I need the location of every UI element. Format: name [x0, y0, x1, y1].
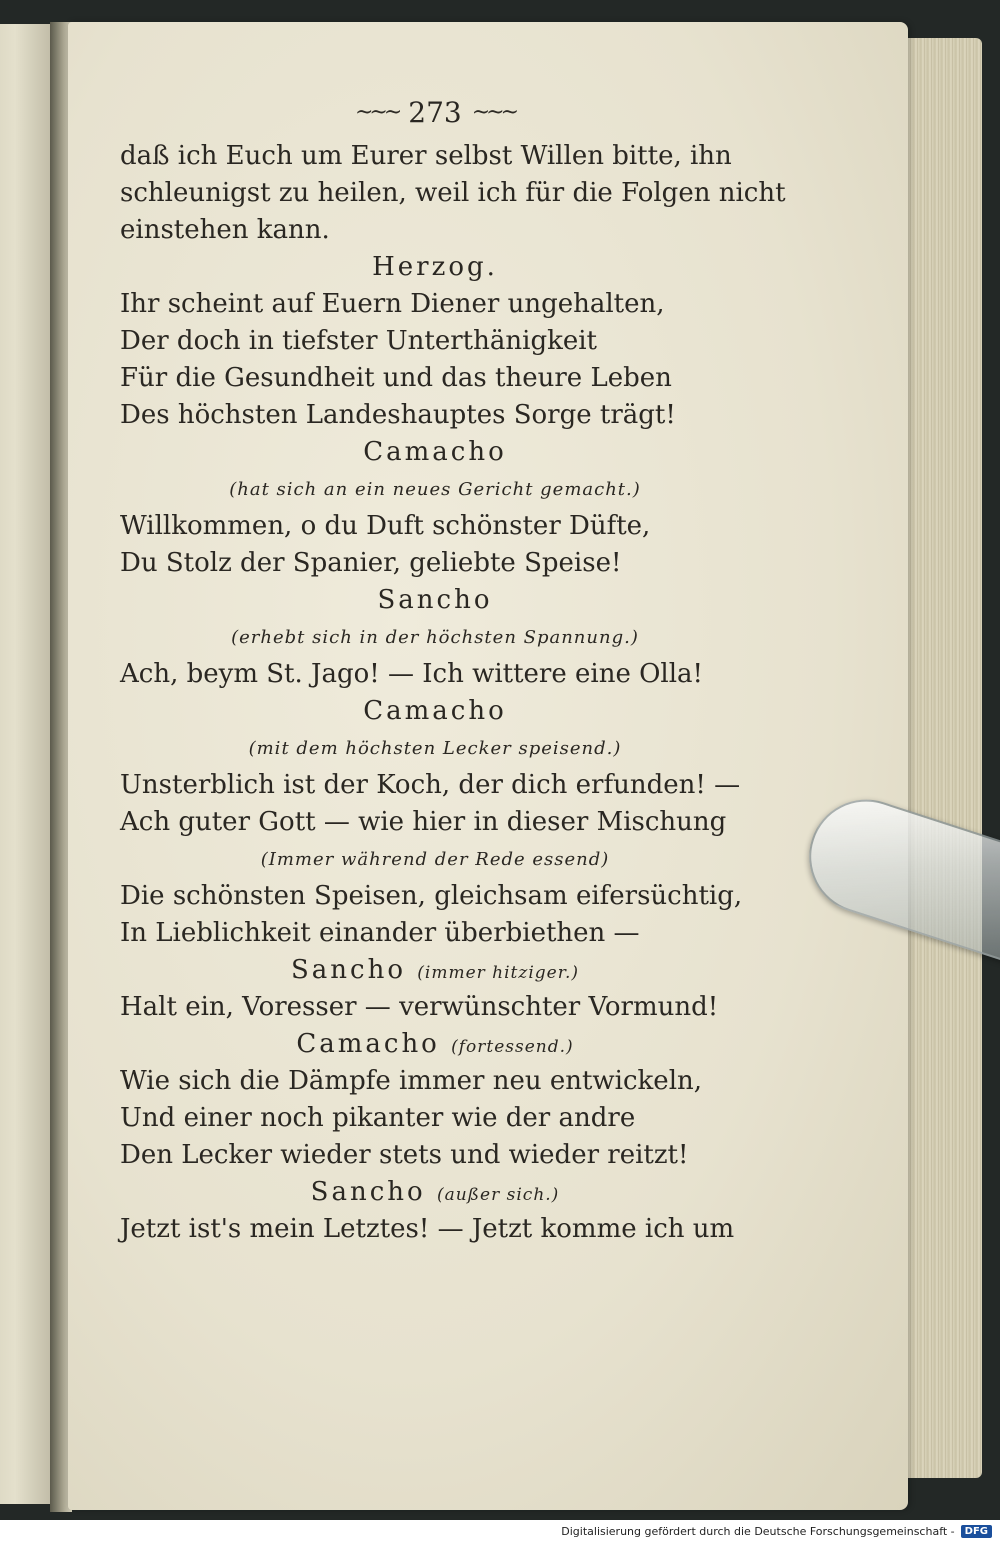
text-line: daß ich Euch um Eurer selbst Willen bitte, ihn — [120, 141, 732, 171]
text-line: Des höchsten Landeshauptes Sorge trägt! — [120, 400, 676, 430]
text-line: Die schönsten Speisen, gleichsam eifersüchtig, — [120, 881, 743, 911]
speaker-with-direction — [120, 1026, 750, 1063]
speaker-name: Sancho — [310, 1177, 426, 1207]
text-line: Willkommen, o du Duft schönster Düfte, — [120, 511, 651, 541]
stage-direction: (mit dem höchsten Lecker speisend.) — [248, 738, 622, 759]
text-line: Ach guter Gott — wie hier in dieser Mischung — [120, 807, 727, 837]
page-text — [120, 138, 786, 1248]
text-line: schleunigst zu heilen, weil ich für die Folgen nicht — [120, 178, 786, 208]
text-line: Für die Gesundheit und das theure Leben — [120, 363, 672, 393]
speaker-name: Herzog. — [372, 252, 498, 282]
text-line: Und einer noch pikanter wie der andre — [120, 1103, 636, 1133]
text-line: Der doch in tiefster Unterthänigkeit — [120, 326, 597, 356]
page-number: 273 — [408, 95, 462, 129]
speaker-name: Sancho — [290, 955, 406, 985]
stage-direction: (fortessend.) — [451, 1037, 574, 1057]
speaker-name: Camacho — [363, 437, 507, 467]
ornament-right: ~~~ — [471, 99, 516, 125]
page-header — [345, 92, 525, 132]
stage-direction: (außer sich.) — [436, 1185, 560, 1205]
stage-direction: (immer hitziger.) — [417, 963, 580, 983]
ornament-left: ~~~ — [354, 99, 399, 125]
stage-direction: (erhebt sich in der höchsten Spannung.) — [231, 627, 639, 648]
text-line: In Lieblichkeit einander überbiethen — — [120, 918, 640, 948]
text-line: Den Lecker wieder stets und wieder reitzt! — [120, 1140, 689, 1170]
speaker-with-direction — [120, 952, 750, 989]
dfg-logo: DFG — [961, 1525, 992, 1538]
stage-direction: (Immer während der Rede essend) — [260, 849, 610, 870]
stage-direction: (hat sich an ein neues Gericht gemacht.) — [229, 479, 641, 500]
text-line: Jetzt ist's mein Letztes! — Jetzt komme ich um — [120, 1214, 735, 1244]
text-line: Wie sich die Dämpfe immer neu entwickeln, — [120, 1066, 703, 1096]
speaker-name: Sancho — [377, 585, 493, 615]
text-line: Du Stolz der Spanier, geliebte Speise! — [120, 548, 622, 578]
speaker-name: Camacho — [363, 696, 507, 726]
text-line: Ihr scheint auf Euern Diener ungehalten, — [120, 289, 665, 319]
footer-credit: Digitalisierung gefördert durch die Deutsche Forschungsgemeinschaft - — [561, 1525, 955, 1538]
text-line: einstehen kann. — [120, 215, 330, 245]
digitization-footer — [0, 1520, 1000, 1543]
speaker-with-direction — [120, 1174, 750, 1211]
speaker-name: Camacho — [296, 1029, 440, 1059]
text-line: Unsterblich ist der Koch, der dich erfunden! — — [120, 770, 741, 800]
text-line: Ach, beym St. Jago! — Ich wittere eine Olla! — [120, 659, 704, 689]
text-line: Halt ein, Voresser — verwünschter Vormund! — [120, 992, 719, 1022]
